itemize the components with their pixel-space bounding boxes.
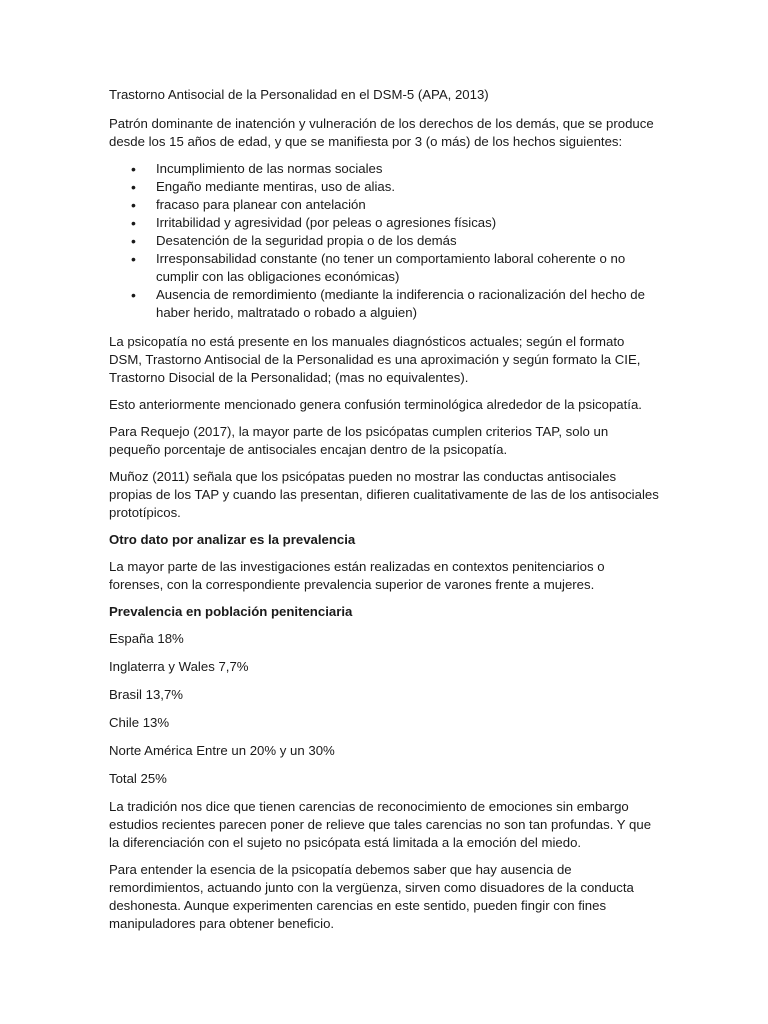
bullet-icon: • [131, 233, 136, 249]
list-item-text: Irresponsabilidad constante (no tener un comportamiento laboral coherente o no cumplir con las obligaciones económicas) [156, 251, 626, 284]
paragraph-requejo: Para Requejo (2017), la mayor parte de los psicópatas cumplen criterios TAP, solo un pequeño porcentaje de antisociales encajan dentro de la psicopatía. [109, 424, 609, 457]
bullet-icon: • [131, 251, 136, 267]
document-body [109, 86, 659, 942]
bullet-icon: • [131, 197, 136, 213]
prevalence-total: Total 25% [109, 771, 167, 786]
bullet-icon: • [131, 287, 136, 303]
list-item-text: Irritabilidad y agresividad (por peleas o agresiones físicas) [156, 215, 497, 230]
list-item [109, 178, 659, 196]
bullet-icon: • [131, 179, 136, 195]
list-item [109, 160, 659, 178]
list-item-text: fracaso para planear con antelación [156, 197, 366, 212]
list-item [109, 250, 659, 286]
heading-prison-prevalence: Prevalencia en población penitenciaria [109, 604, 353, 619]
paragraph-remorse: Para entender la esencia de la psicopatía debemos saber que hay ausencia de remordimientos, actuando junto con la vergüenza, sirven como disuadores de la conducta deshonesta. Aunque experimenten carencias en este sentido, pueden fingir con fines manipuladores para obtener beneficio. [109, 862, 634, 931]
prevalence-spain: España 18% [109, 631, 184, 646]
paragraph-emotions: La tradición nos dice que tienen carencias de reconocimiento de emociones sin embargo estudios recientes parecen poner de relieve que tales carencias no son tan profundas. Y que la diferenciación con el sujeto no psicópata está limitada a la emoción del miedo. [109, 799, 652, 850]
bullet-icon: • [131, 215, 136, 231]
prevalence-brazil: Brasil 13,7% [109, 687, 184, 702]
list-item-text: Engaño mediante mentiras, uso de alias. [156, 179, 395, 194]
prevalence-north-america: Norte América Entre un 20% y un 30% [109, 743, 335, 758]
paragraph-investigations: La mayor parte de las investigaciones están realizadas en contextos penitenciarios o forenses, con la correspondiente prevalencia superior de varones frente a mujeres. [109, 559, 605, 592]
list-item-text: Desatención de la seguridad propia o de los demás [156, 233, 457, 248]
heading-prevalence: Otro dato por analizar es la prevalencia [109, 532, 356, 547]
list-item [109, 232, 659, 250]
paragraph-confusion: Esto anteriormente mencionado genera confusión terminológica alrededor de la psicopatía. [109, 397, 642, 412]
prevalence-england-wales: Inglaterra y Wales 7,7% [109, 659, 249, 674]
criteria-list [109, 160, 659, 322]
paragraph-dsm-cie: La psicopatía no está presente en los manuales diagnósticos actuales; según el formato DSM, Trastorno Antisocial de la Personalidad es una aproximación y según formato la CIE, Trastorno Disocial de la Personalidad; (mas no equivalentes). [109, 334, 641, 385]
bullet-icon: • [131, 161, 136, 177]
list-item [109, 196, 659, 214]
list-item-text: Incumplimiento de las normas sociales [156, 161, 383, 176]
prevalence-chile: Chile 13% [109, 715, 170, 730]
list-item [109, 214, 659, 232]
list-item-text: Ausencia de remordimiento (mediante la indiferencia o racionalización del hecho de haber herido, maltratado o robado a alguien) [156, 287, 645, 320]
paragraph-munoz: Muñoz (2011) señala que los psicópatas pueden no mostrar las conductas antisociales propias de los TAP y cuando las presentan, difieren cualitativamente de las de los antisociales prototípicos. [109, 469, 659, 520]
list-item [109, 286, 659, 322]
intro-paragraph: Patrón dominante de inatención y vulneración de los derechos de los demás, que se produce desde los 15 años de edad, y que se manifiesta por 3 (o más) de los hechos siguientes: [109, 116, 654, 149]
document-title: Trastorno Antisocial de la Personalidad en el DSM-5 (APA, 2013) [109, 87, 489, 102]
